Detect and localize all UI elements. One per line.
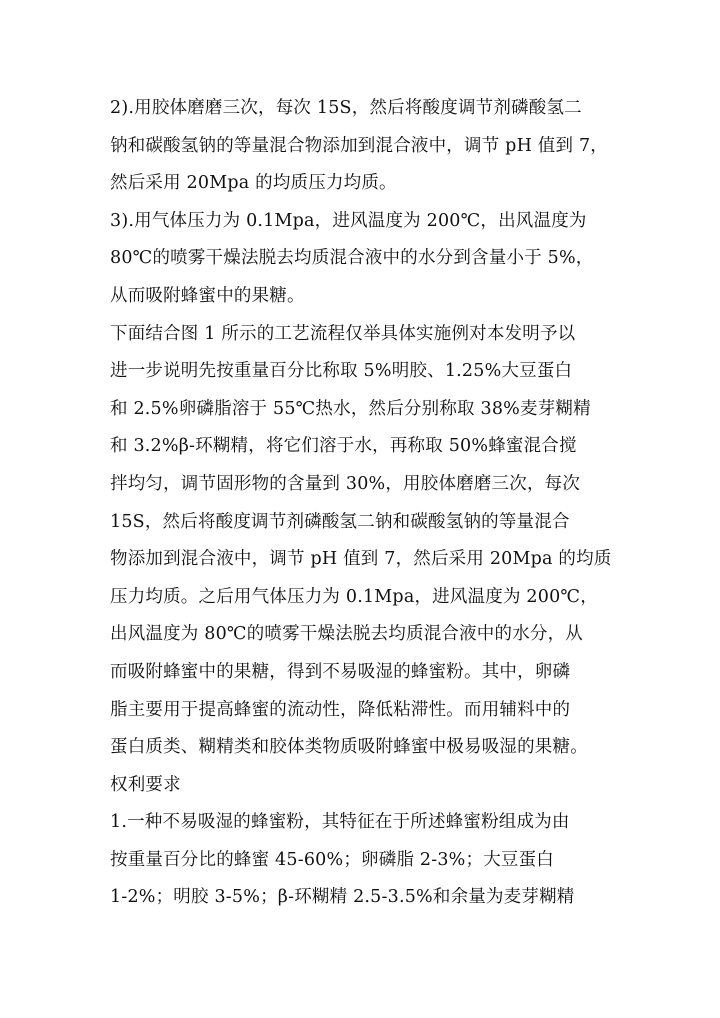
text-line: 拌均匀，调节固形物的含量到 30%，用胶体磨磨三次，每次 [110,473,581,494]
text-line: 按重量百分比的蜂蜜 45-60%；卵磷脂 2-3%；大豆蛋白 [110,849,555,870]
text-line: 80℃的喷雾干燥法脱去均质混合液中的水分到含量小于 5%， [110,248,594,269]
text-line: 蛋白质类、糊精类和胶体类物质吸附蜂蜜中极易吸湿的果糖。 [110,737,588,758]
text-line: 钠和碳酸氢钠的等量混合物添加到混合液中，调节 pH 值到 7， [110,135,608,156]
document-body [110,90,610,917]
text-line: 从而吸附蜂蜜中的果糖。 [110,285,305,306]
text-line: 和 3.2%β-环糊精，将它们溶于水，再称取 50%蜂蜜混合搅 [110,436,577,457]
text-line: 15S，然后将酸度调节剂磷酸氢二钠和碳酸氢钠的等量混合 [110,511,570,532]
text-line: 脂主要用于提高蜂蜜的流动性，降低粘滞性。而用辅料中的 [110,699,571,720]
text-line: 进一步说明先按重量百分比称取 5%明胶、1.25%大豆蛋白 [110,361,573,382]
text-line: 压力均质。之后用气体压力为 0.1Mpa，进风温度为 200℃， [110,586,598,607]
text-line: 和 2.5%卵磷脂溶于 55℃热水，然后分别称取 38%麦芽糊精 [110,398,591,419]
text-line: 3).用气体压力为 0.1Mpa，进风温度为 200℃，出风温度为 [110,210,587,231]
text-line: 1.一种不易吸湿的蜂蜜粉，其特征在于所述蜂蜜粉组成为由 [110,812,570,833]
text-line: 2).用胶体磨磨三次，每次 15S，然后将酸度调节剂磷酸氢二 [110,98,582,118]
text-line: 出风温度为 80℃的喷雾干燥法脱去均质混合液中的水分，从 [110,624,584,645]
text-line: 1-2%；明胶 3-5%；β-环糊精 2.5-3.5%和余量为麦芽糊精 [110,887,575,908]
text-line: 而吸附蜂蜜中的果糖，得到不易吸湿的蜂蜜粉。其中，卵磷 [110,661,571,682]
text-line: 下面结合图 1 所示的工艺流程仅举具体实施例对本发明予以 [110,323,576,344]
text-line: 然后采用 20Mpa 的均质压力均质。 [110,173,397,194]
section-heading: 权利要求 [110,774,181,795]
text-line: 物添加到混合液中，调节 pH 值到 7，然后采用 20Mpa 的均质 [110,549,612,570]
